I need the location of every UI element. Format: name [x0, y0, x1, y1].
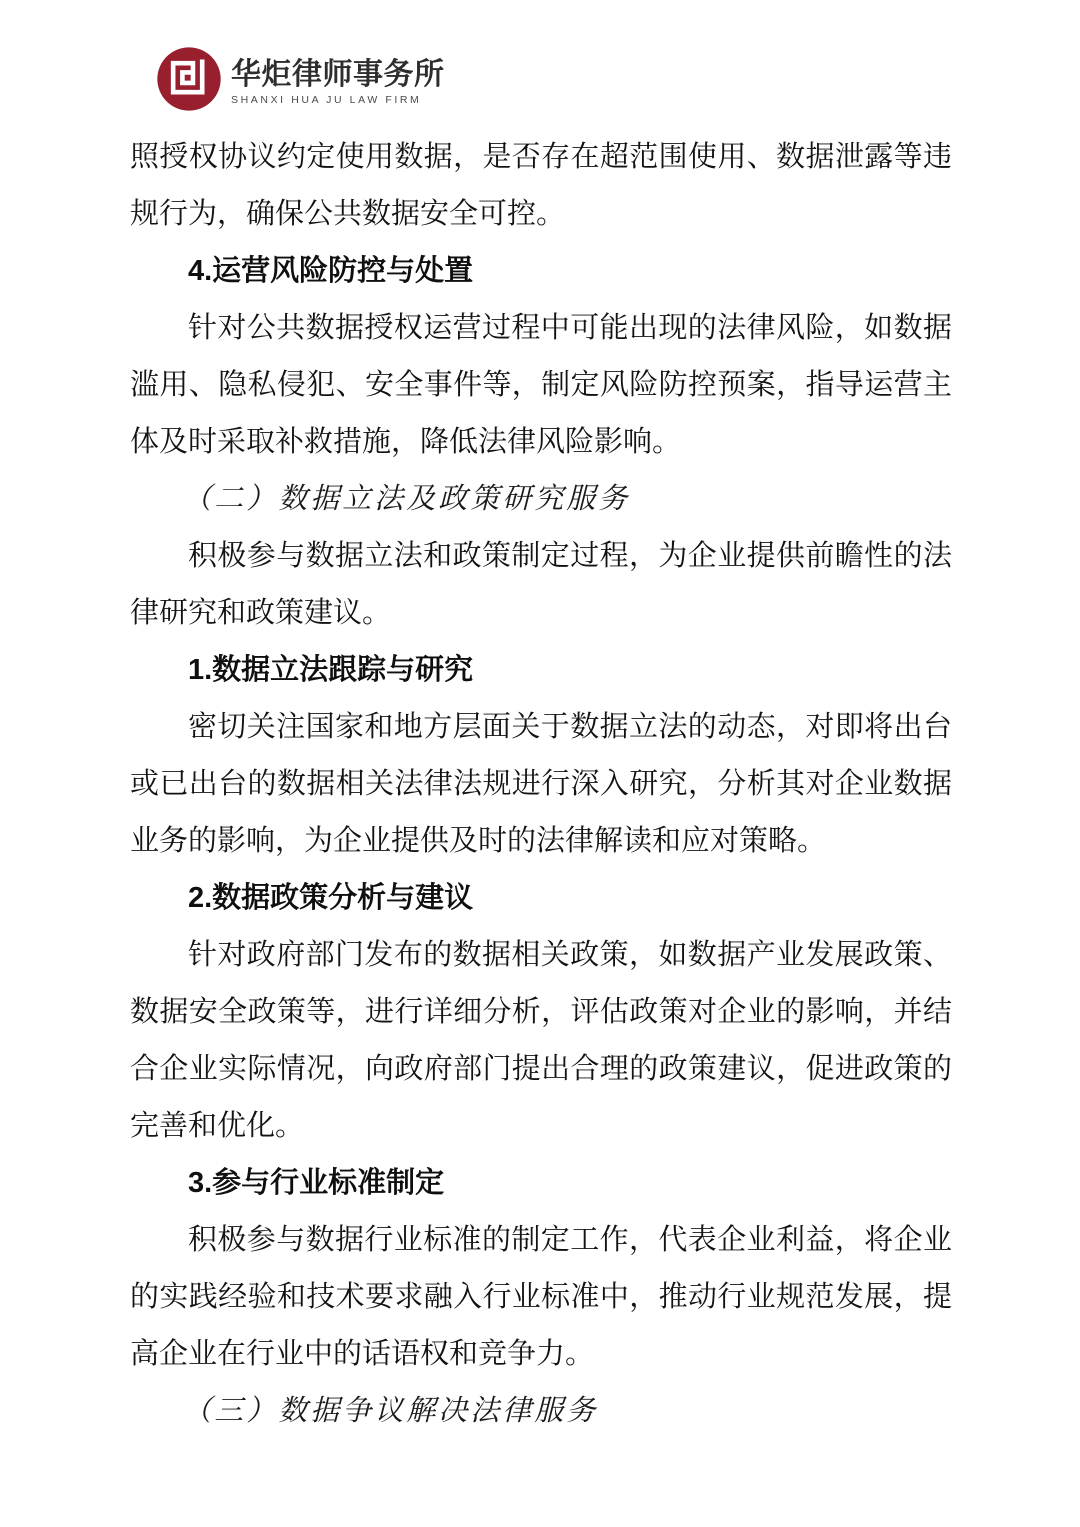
firm-logo-header [156, 46, 445, 112]
paragraph: 照授权协议约定使用数据，是否存在超范围使用、数据泄露等违规行为，确保公共数据安全可控。 [130, 141, 952, 230]
firm-name-cn: 华炬律师事务所 [231, 58, 445, 91]
section-heading: （二）数据立法及政策研究服务 [182, 483, 631, 515]
paragraph: 针对公共数据授权运营过程中可能出现的法律风险，如数据滥用、隐私侵犯、安全事件等，制定风险防控预案，指导运营主体及时采取补救措施，降低法律风险影响。 [130, 312, 952, 458]
firm-name-block [231, 58, 445, 106]
paragraph: 针对政府部门发布的数据相关政策，如数据产业发展政策、数据安全政策等，进行详细分析，评估政策对企业的影响，并结合企业实际情况，向政府部门提出合理的政策建议，促进政策的完善和优化。 [130, 939, 952, 1142]
firm-logo-icon [156, 46, 222, 112]
numbered-heading: 3.参与行业标准制定 [188, 1167, 445, 1199]
paragraph: 积极参与数据行业标准的制定工作，代表企业利益，将企业的实践经验和技术要求融入行业标准中，推动行业规范发展，提高企业在行业中的话语权和竞争力。 [130, 1224, 952, 1370]
firm-name-en: SHANXI HUA JU LAW FIRM [231, 94, 422, 106]
logo-circle [157, 47, 220, 110]
document-body [130, 129, 952, 1440]
paragraph: 密切关注国家和地方层面关于数据立法的动态，对即将出台或已出台的数据相关法律法规进行深入研究，分析其对企业数据业务的影响，为企业提供及时的法律解读和应对策略。 [130, 711, 952, 857]
numbered-heading: 2.数据政策分析与建议 [188, 882, 474, 914]
paragraph: 积极参与数据立法和政策制定过程，为企业提供前瞻性的法律研究和政策建议。 [130, 540, 952, 629]
numbered-heading: 4.运营风险防控与处置 [188, 255, 474, 287]
section-heading: （三）数据争议解决法律服务 [182, 1395, 599, 1427]
numbered-heading: 1.数据立法跟踪与研究 [188, 654, 474, 686]
